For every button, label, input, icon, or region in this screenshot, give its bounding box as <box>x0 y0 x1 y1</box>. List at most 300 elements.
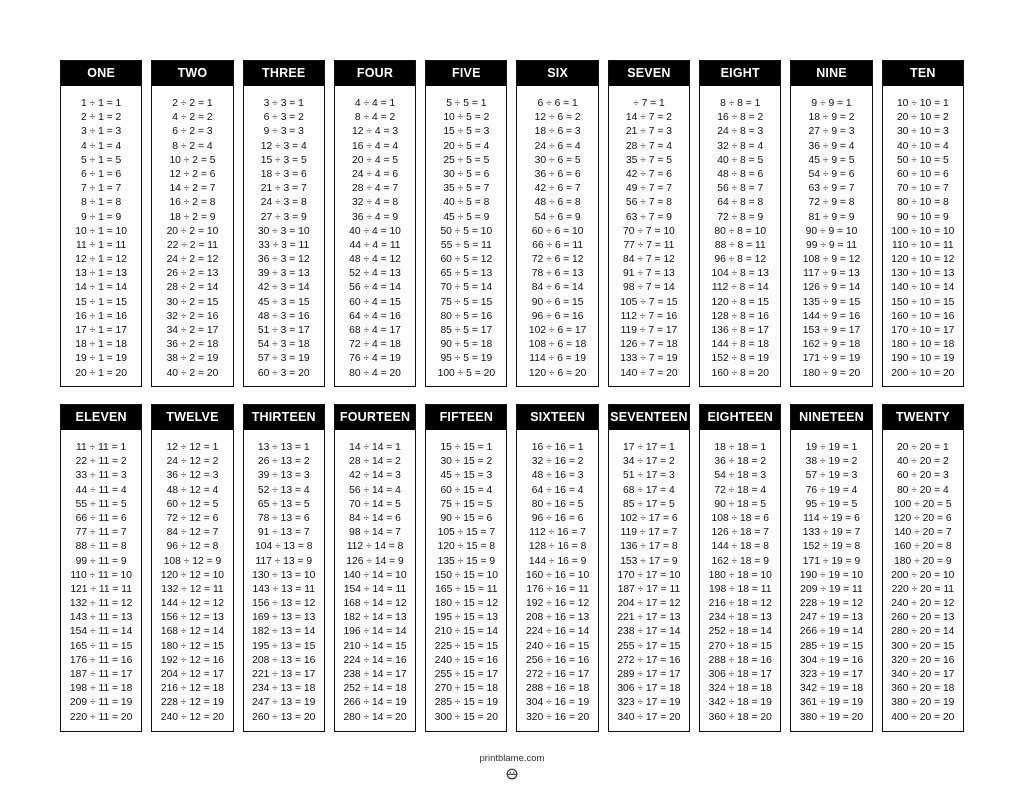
equation: 20 ÷ 5 = 4 <box>443 140 490 152</box>
equation: 60 ÷ 4 = 15 <box>349 296 401 308</box>
equation: 340 ÷ 17 = 20 <box>617 711 681 723</box>
equation: 8 ÷ 2 = 4 <box>172 140 213 152</box>
equation: 12 ÷ 4 = 3 <box>352 126 399 138</box>
equation: 77 ÷ 7 = 11 <box>623 239 675 251</box>
equation: 10 ÷ 1 = 10 <box>75 225 128 237</box>
equation: 260 ÷ 20 = 13 <box>891 612 955 624</box>
equation: 16 ÷ 2 = 8 <box>169 197 216 209</box>
equation: 300 ÷ 15 = 20 <box>434 711 498 723</box>
equation: 360 ÷ 18 = 20 <box>708 711 772 723</box>
equation: 252 ÷ 18 = 14 <box>708 626 772 638</box>
division-tables-row-1 <box>60 60 964 387</box>
equation: 180 ÷ 9 = 20 <box>802 367 861 379</box>
table-title: SEVEN <box>609 61 689 86</box>
equation: 72 ÷ 9 = 8 <box>808 197 855 209</box>
division-table-card <box>425 60 507 387</box>
equation: 224 ÷ 16 = 14 <box>526 626 590 638</box>
equation: 90 ÷ 5 = 18 <box>440 339 493 351</box>
equation-list <box>517 430 597 725</box>
equation: 20 ÷ 2 = 10 <box>166 225 219 237</box>
equation: 54 ÷ 3 = 18 <box>257 339 310 351</box>
equation: 255 ÷ 15 = 17 <box>434 669 498 680</box>
equation: 49 ÷ 7 = 7 <box>625 183 672 195</box>
equation: 18 ÷ 9 = 2 <box>808 112 855 124</box>
equation: 42 ÷ 7 = 6 <box>625 168 672 180</box>
equation: 70 ÷ 14 = 5 <box>349 498 401 510</box>
equation: 228 ÷ 12 = 19 <box>160 697 225 709</box>
equation: 285 ÷ 15 = 19 <box>434 697 498 709</box>
equation: 15 ÷ 15 = 1 <box>440 442 493 453</box>
equation: 56 ÷ 7 = 8 <box>625 197 672 209</box>
equation: 54 ÷ 9 = 6 <box>808 168 855 180</box>
equation: 68 ÷ 17 = 4 <box>623 484 675 496</box>
equation: 3 ÷ 3 = 1 <box>263 98 304 109</box>
equation: 12 ÷ 1 = 12 <box>75 254 128 266</box>
equation-list <box>609 86 689 381</box>
equation: 20 ÷ 20 = 1 <box>896 442 949 453</box>
equation: 6 ÷ 6 = 1 <box>537 98 578 109</box>
table-title: EIGHTEEN <box>700 405 780 430</box>
equation: 120 ÷ 8 = 15 <box>711 296 769 308</box>
equation: 255 ÷ 17 = 15 <box>617 640 681 652</box>
equation: 380 ÷ 19 = 20 <box>799 711 864 723</box>
equation-list <box>883 430 963 725</box>
equation: 84 ÷ 6 = 14 <box>531 282 584 294</box>
equation: 260 ÷ 13 = 20 <box>252 711 316 723</box>
equation-list <box>61 86 141 381</box>
equation: 285 ÷ 19 = 15 <box>799 640 864 652</box>
equation: 126 ÷ 18 = 7 <box>711 527 769 539</box>
division-table-card <box>882 60 964 387</box>
equation: 324 ÷ 18 = 18 <box>708 683 772 695</box>
equation: 112 ÷ 16 = 7 <box>529 527 586 539</box>
division-table-card <box>243 404 325 732</box>
equation: 84 ÷ 12 = 7 <box>166 527 219 539</box>
equation: 288 ÷ 18 = 16 <box>708 654 772 666</box>
equation: 64 ÷ 4 = 16 <box>349 310 401 322</box>
equation: 72 ÷ 12 = 6 <box>166 512 219 524</box>
equation: 221 ÷ 17 = 13 <box>617 612 681 624</box>
equation: 110 ÷ 10 = 11 <box>891 239 954 251</box>
equation: 100 ÷ 5 = 20 <box>437 367 496 379</box>
equation: 42 ÷ 3 = 14 <box>257 282 310 294</box>
table-title: FOURTEEN <box>335 405 415 430</box>
equation: 60 ÷ 6 = 10 <box>531 225 584 237</box>
equation: 12 ÷ 12 = 1 <box>166 442 219 453</box>
equation: 288 ÷ 16 = 18 <box>526 683 590 695</box>
equation: 36 ÷ 12 = 3 <box>166 470 219 482</box>
table-title: SEVENTEEN <box>609 405 689 430</box>
equation: 128 ÷ 16 = 8 <box>528 541 587 553</box>
equation: 126 ÷ 7 = 18 <box>620 339 678 351</box>
equation: 114 ÷ 6 = 19 <box>529 353 586 365</box>
equation: 198 ÷ 11 = 18 <box>69 683 133 695</box>
equation: 180 ÷ 20 = 9 <box>894 555 952 567</box>
equation: 180 ÷ 18 = 10 <box>708 569 772 581</box>
table-title: ONE <box>61 61 141 86</box>
equation: 42 ÷ 6 = 7 <box>534 183 581 195</box>
equation: 140 ÷ 20 = 7 <box>894 527 952 539</box>
equation: 22 ÷ 11 = 2 <box>75 456 127 468</box>
equation: 39 ÷ 3 = 13 <box>257 268 310 280</box>
equation: 168 ÷ 12 = 14 <box>160 626 225 638</box>
equation: 220 ÷ 11 = 20 <box>69 711 133 723</box>
equation: 117 ÷ 13 = 9 <box>255 555 313 567</box>
equation: 8 ÷ 4 = 2 <box>354 112 396 124</box>
equation: 48 ÷ 3 = 16 <box>257 310 310 322</box>
equation: 216 ÷ 12 = 18 <box>160 683 225 695</box>
equation: 256 ÷ 16 = 16 <box>526 654 590 666</box>
equation: 36 ÷ 3 = 12 <box>257 254 310 266</box>
equation: 98 ÷ 14 = 7 <box>349 527 401 539</box>
equation: 20 ÷ 10 = 2 <box>896 112 949 124</box>
equation: 28 ÷ 2 = 14 <box>166 282 219 294</box>
equation: 100 ÷ 20 = 5 <box>894 498 952 510</box>
equation: 78 ÷ 13 = 6 <box>257 512 310 524</box>
table-title: NINE <box>791 61 871 86</box>
equation: 154 ÷ 11 = 14 <box>69 626 133 638</box>
table-title: SIX <box>517 61 597 86</box>
equation: 342 ÷ 19 = 18 <box>799 683 864 695</box>
equation: 57 ÷ 3 = 19 <box>257 353 310 365</box>
equation: 56 ÷ 4 = 14 <box>349 282 401 294</box>
equation: 108 ÷ 18 = 6 <box>711 512 769 524</box>
equation: 224 ÷ 14 = 16 <box>343 654 407 666</box>
equation: 55 ÷ 11 = 5 <box>75 498 127 510</box>
equation: 162 ÷ 9 = 18 <box>802 339 861 351</box>
printblame-logo-icon <box>506 768 518 780</box>
equation: 176 ÷ 16 = 11 <box>526 583 589 595</box>
equation: 162 ÷ 18 = 9 <box>711 555 769 567</box>
equation: 10 ÷ 2 = 5 <box>169 154 216 166</box>
equation: 266 ÷ 19 = 14 <box>799 626 864 638</box>
equation: 24 ÷ 4 = 6 <box>352 168 399 180</box>
equation: 77 ÷ 11 = 7 <box>75 527 127 539</box>
table-title: TWENTY <box>883 405 963 430</box>
equation: 48 ÷ 16 = 3 <box>531 470 584 482</box>
equation: 272 ÷ 16 = 17 <box>526 669 590 680</box>
equation: 247 ÷ 13 = 19 <box>252 697 316 709</box>
equation: 98 ÷ 7 = 14 <box>623 282 675 294</box>
equation: 14 ÷ 14 = 1 <box>349 442 401 453</box>
equation: 100 ÷ 10 = 10 <box>891 225 955 237</box>
equation: 2 ÷ 2 = 1 <box>172 98 213 109</box>
equation: 80 ÷ 20 = 4 <box>896 484 949 496</box>
equation: 30 ÷ 6 = 5 <box>534 154 581 166</box>
equation: 55 ÷ 5 = 11 <box>440 239 492 251</box>
equation: 64 ÷ 8 = 8 <box>717 197 764 209</box>
equation: 168 ÷ 14 = 12 <box>343 598 407 610</box>
equation: 65 ÷ 13 = 5 <box>257 498 310 510</box>
equation: 160 ÷ 20 = 8 <box>894 541 952 553</box>
equation: 32 ÷ 16 = 2 <box>531 456 584 468</box>
equation: 26 ÷ 2 = 13 <box>166 268 219 280</box>
equation: 132 ÷ 11 = 12 <box>69 598 133 610</box>
equation: 72 ÷ 18 = 4 <box>714 484 767 496</box>
equation: 187 ÷ 17 = 11 <box>617 583 681 595</box>
equation: 165 ÷ 15 = 11 <box>435 583 498 595</box>
equation: 153 ÷ 17 = 9 <box>620 555 678 567</box>
equation: 140 ÷ 10 = 14 <box>891 282 955 294</box>
equation: 17 ÷ 17 = 1 <box>623 442 675 453</box>
equation: 36 ÷ 2 = 18 <box>166 339 219 351</box>
equation: 187 ÷ 11 = 17 <box>69 669 133 680</box>
equation: 270 ÷ 18 = 15 <box>708 640 772 652</box>
equation: 150 ÷ 10 = 15 <box>891 296 955 308</box>
equation: 165 ÷ 11 = 15 <box>69 640 133 652</box>
equation: 38 ÷ 19 = 2 <box>805 456 858 468</box>
equation: 104 ÷ 8 = 13 <box>711 268 769 280</box>
equation: 14 ÷ 1 = 14 <box>75 282 128 294</box>
equation: 156 ÷ 13 = 12 <box>252 598 316 610</box>
equation: 195 ÷ 15 = 13 <box>434 612 498 624</box>
equation: 16 ÷ 1 = 16 <box>75 310 128 322</box>
equation: 160 ÷ 10 = 16 <box>891 310 955 322</box>
equation: 120 ÷ 6 = 20 <box>528 367 587 379</box>
equation: 80 ÷ 5 = 16 <box>440 310 493 322</box>
equation: 112 ÷ 8 = 14 <box>711 282 769 294</box>
equation: 99 ÷ 9 = 11 <box>806 239 858 251</box>
equation: 40 ÷ 8 = 5 <box>717 154 764 166</box>
equation: 40 ÷ 2 = 20 <box>166 367 219 379</box>
equation: 63 ÷ 9 = 7 <box>808 183 855 195</box>
equation: 130 ÷ 13 = 10 <box>252 569 316 581</box>
equation-list <box>700 86 780 381</box>
equation-list <box>335 86 415 381</box>
equation: 95 ÷ 5 = 19 <box>440 353 493 365</box>
equation: 280 ÷ 20 = 14 <box>891 626 955 638</box>
equation: 65 ÷ 5 = 13 <box>440 268 493 280</box>
table-title: EIGHT <box>700 61 780 86</box>
equation: 105 ÷ 15 = 7 <box>437 527 496 539</box>
equation: 13 ÷ 13 = 1 <box>257 442 310 453</box>
equation: 38 ÷ 2 = 19 <box>166 353 219 365</box>
table-title: TWELVE <box>152 405 232 430</box>
equation: 108 ÷ 12 = 9 <box>163 555 222 567</box>
equation: 33 ÷ 11 = 3 <box>75 470 127 482</box>
table-title: SIXTEEN <box>517 405 597 430</box>
equation: 304 ÷ 16 = 19 <box>526 697 590 709</box>
equation: 102 ÷ 17 = 6 <box>620 512 678 524</box>
equation: 400 ÷ 20 = 20 <box>891 711 955 723</box>
equation: 80 ÷ 10 = 8 <box>896 197 949 209</box>
equation: 135 ÷ 9 = 15 <box>802 296 861 308</box>
equation: 195 ÷ 13 = 15 <box>252 640 316 652</box>
division-table-card <box>334 404 416 732</box>
division-table-card <box>882 404 964 732</box>
equation: 90 ÷ 10 = 9 <box>896 211 949 223</box>
equation: 70 ÷ 5 = 14 <box>440 282 493 294</box>
equation: 1 ÷ 1 = 1 <box>81 98 122 109</box>
equation: 30 ÷ 15 = 2 <box>440 456 493 468</box>
equation: 40 ÷ 5 = 8 <box>443 197 490 209</box>
table-title: FIFTEEN <box>426 405 506 430</box>
equation-list <box>426 430 506 725</box>
equation: 51 ÷ 3 = 17 <box>257 325 310 336</box>
equation: 60 ÷ 10 = 6 <box>896 168 949 180</box>
equation-list <box>791 86 871 381</box>
equation: 2 ÷ 1 = 2 <box>81 112 122 124</box>
site-url: printblame.com <box>479 753 545 764</box>
equation: 14 ÷ 2 = 7 <box>169 183 216 195</box>
equation: 130 ÷ 10 = 13 <box>891 268 955 280</box>
division-table-card <box>608 60 690 387</box>
equation: 209 ÷ 19 = 11 <box>800 583 863 595</box>
equation: 88 ÷ 11 = 8 <box>75 541 127 553</box>
equation: 90 ÷ 6 = 15 <box>531 296 584 308</box>
equation: 16 ÷ 16 = 1 <box>531 442 584 453</box>
equation: 96 ÷ 16 = 6 <box>531 512 584 524</box>
equation: 57 ÷ 19 = 3 <box>805 470 858 482</box>
equation: 210 ÷ 14 = 15 <box>343 640 407 652</box>
equation: 52 ÷ 13 = 4 <box>257 484 310 496</box>
equation: 10 ÷ 10 = 1 <box>896 98 949 109</box>
equation: 176 ÷ 11 = 16 <box>69 654 133 666</box>
equation: 66 ÷ 6 = 11 <box>532 239 584 251</box>
equation: 112 ÷ 7 = 16 <box>620 310 678 322</box>
equation: 60 ÷ 3 = 20 <box>257 367 310 379</box>
equation: 99 ÷ 11 = 9 <box>75 555 127 567</box>
equation: 48 ÷ 6 = 8 <box>534 197 581 209</box>
equation: 121 ÷ 11 = 11 <box>70 583 132 595</box>
equation: 17 ÷ 1 = 17 <box>75 325 128 336</box>
equation: 76 ÷ 4 = 19 <box>349 353 401 365</box>
table-title: FOUR <box>335 61 415 86</box>
equation: 10 ÷ 5 = 2 <box>443 112 490 124</box>
division-table-card <box>425 404 507 732</box>
division-table-card <box>151 60 233 387</box>
equation: 26 ÷ 13 = 2 <box>257 456 310 468</box>
equation: 19 ÷ 19 = 1 <box>805 442 858 453</box>
table-title: TWO <box>152 61 232 86</box>
equation: 60 ÷ 5 = 12 <box>440 254 493 266</box>
equation: 66 ÷ 11 = 6 <box>75 512 127 524</box>
equation: 117 ÷ 9 = 13 <box>803 268 860 280</box>
equation: 60 ÷ 15 = 4 <box>440 484 493 496</box>
equation: 320 ÷ 20 = 16 <box>891 654 955 666</box>
division-tables-row-2 <box>60 404 964 732</box>
equation: 360 ÷ 20 = 18 <box>891 683 955 695</box>
equation: 272 ÷ 17 = 16 <box>617 654 681 666</box>
equation: 16 ÷ 8 = 2 <box>717 112 764 124</box>
equation: 266 ÷ 14 = 19 <box>343 697 407 709</box>
equation-list <box>152 430 232 725</box>
equation: 252 ÷ 14 = 18 <box>343 683 407 695</box>
equation: 15 ÷ 5 = 3 <box>443 126 490 138</box>
equation: 91 ÷ 13 = 7 <box>257 527 310 539</box>
equation: 133 ÷ 19 = 7 <box>802 527 861 539</box>
equation: 192 ÷ 12 = 16 <box>160 654 225 666</box>
equation: 56 ÷ 8 = 7 <box>717 183 764 195</box>
equation-list <box>517 86 597 381</box>
equation: 60 ÷ 20 = 3 <box>896 470 949 482</box>
equation: 14 ÷ 7 = 2 <box>625 112 672 124</box>
equation: 144 ÷ 9 = 16 <box>802 310 861 322</box>
equation: 240 ÷ 16 = 15 <box>526 640 590 652</box>
equation: 136 ÷ 17 = 8 <box>620 541 678 553</box>
equation: 15 ÷ 1 = 15 <box>75 296 128 308</box>
equation: 28 ÷ 7 = 4 <box>625 140 672 152</box>
equation: 78 ÷ 6 = 13 <box>531 268 584 280</box>
equation: 96 ÷ 8 = 12 <box>714 254 767 266</box>
equation: 32 ÷ 4 = 8 <box>352 197 399 209</box>
table-title: TEN <box>883 61 963 86</box>
equation: 280 ÷ 14 = 20 <box>343 711 407 723</box>
equation: 120 ÷ 15 = 8 <box>437 541 496 553</box>
equation: 220 ÷ 20 = 11 <box>891 583 955 595</box>
equation: 24 ÷ 2 = 12 <box>166 254 219 266</box>
division-table-card <box>151 404 233 732</box>
equation: 25 ÷ 5 = 5 <box>443 154 490 166</box>
equation-list <box>883 86 963 381</box>
equation: 120 ÷ 12 = 10 <box>160 569 225 581</box>
equation: 40 ÷ 20 = 2 <box>896 456 949 468</box>
division-table-card <box>334 60 416 387</box>
equation: 30 ÷ 5 = 6 <box>443 168 490 180</box>
equation: 36 ÷ 18 = 2 <box>714 456 767 468</box>
table-title: ELEVEN <box>61 405 141 430</box>
equation: 84 ÷ 14 = 6 <box>349 512 401 524</box>
equation: 3 ÷ 1 = 3 <box>81 126 122 138</box>
equation: 170 ÷ 17 = 10 <box>617 569 681 581</box>
equation: 306 ÷ 18 = 17 <box>708 669 772 680</box>
equation: 108 ÷ 9 = 12 <box>802 254 861 266</box>
equation: 300 ÷ 20 = 15 <box>891 640 955 652</box>
equation: 72 ÷ 4 = 18 <box>349 339 401 351</box>
equation: 84 ÷ 7 = 12 <box>623 254 675 266</box>
equation: 45 ÷ 3 = 15 <box>257 296 310 308</box>
equation: 80 ÷ 4 = 20 <box>349 367 401 379</box>
equation: 54 ÷ 18 = 3 <box>714 470 767 482</box>
equation: 27 ÷ 3 = 9 <box>260 211 307 223</box>
equation: 126 ÷ 9 = 14 <box>802 282 861 294</box>
equation: 180 ÷ 10 = 18 <box>891 339 955 351</box>
equation: 8 ÷ 8 = 1 <box>720 98 761 109</box>
equation: 15 ÷ 3 = 5 <box>260 154 307 166</box>
equation: 208 ÷ 13 = 16 <box>252 654 316 666</box>
equation: 56 ÷ 14 = 4 <box>349 484 401 496</box>
equation: 380 ÷ 20 = 19 <box>891 697 955 709</box>
equation: 228 ÷ 19 = 12 <box>799 598 864 610</box>
division-table-card <box>516 404 598 732</box>
equation: 60 ÷ 12 = 5 <box>166 498 219 510</box>
equation: 143 ÷ 13 = 11 <box>252 583 315 595</box>
equation: 68 ÷ 4 = 17 <box>349 325 401 336</box>
equation: 209 ÷ 11 = 19 <box>69 697 133 709</box>
equation: 135 ÷ 15 = 9 <box>437 555 496 567</box>
equation: 154 ÷ 14 = 11 <box>343 583 407 595</box>
equation: 4 ÷ 1 = 4 <box>81 140 122 152</box>
equation-list <box>335 430 415 725</box>
equation: 36 ÷ 9 = 4 <box>808 140 855 152</box>
equation: 40 ÷ 4 = 10 <box>349 225 401 237</box>
equation: 45 ÷ 15 = 3 <box>440 470 493 482</box>
equation: 81 ÷ 9 = 9 <box>808 211 855 223</box>
equation: 152 ÷ 19 = 8 <box>802 541 861 553</box>
equation: 27 ÷ 9 = 3 <box>808 126 855 138</box>
equation: 169 ÷ 13 = 13 <box>252 612 316 624</box>
equation: 18 ÷ 18 = 1 <box>714 442 767 453</box>
equation: 72 ÷ 6 = 12 <box>531 254 584 266</box>
equation: 105 ÷ 7 = 15 <box>620 296 678 308</box>
equation: 114 ÷ 19 = 6 <box>803 512 860 524</box>
equation: 270 ÷ 15 = 18 <box>434 683 498 695</box>
equation: 22 ÷ 2 = 11 <box>166 239 218 251</box>
equation: 180 ÷ 15 = 12 <box>434 598 498 610</box>
equation: 144 ÷ 16 = 9 <box>528 555 587 567</box>
equation: 90 ÷ 15 = 6 <box>440 512 493 524</box>
equation: 225 ÷ 15 = 15 <box>434 640 498 652</box>
